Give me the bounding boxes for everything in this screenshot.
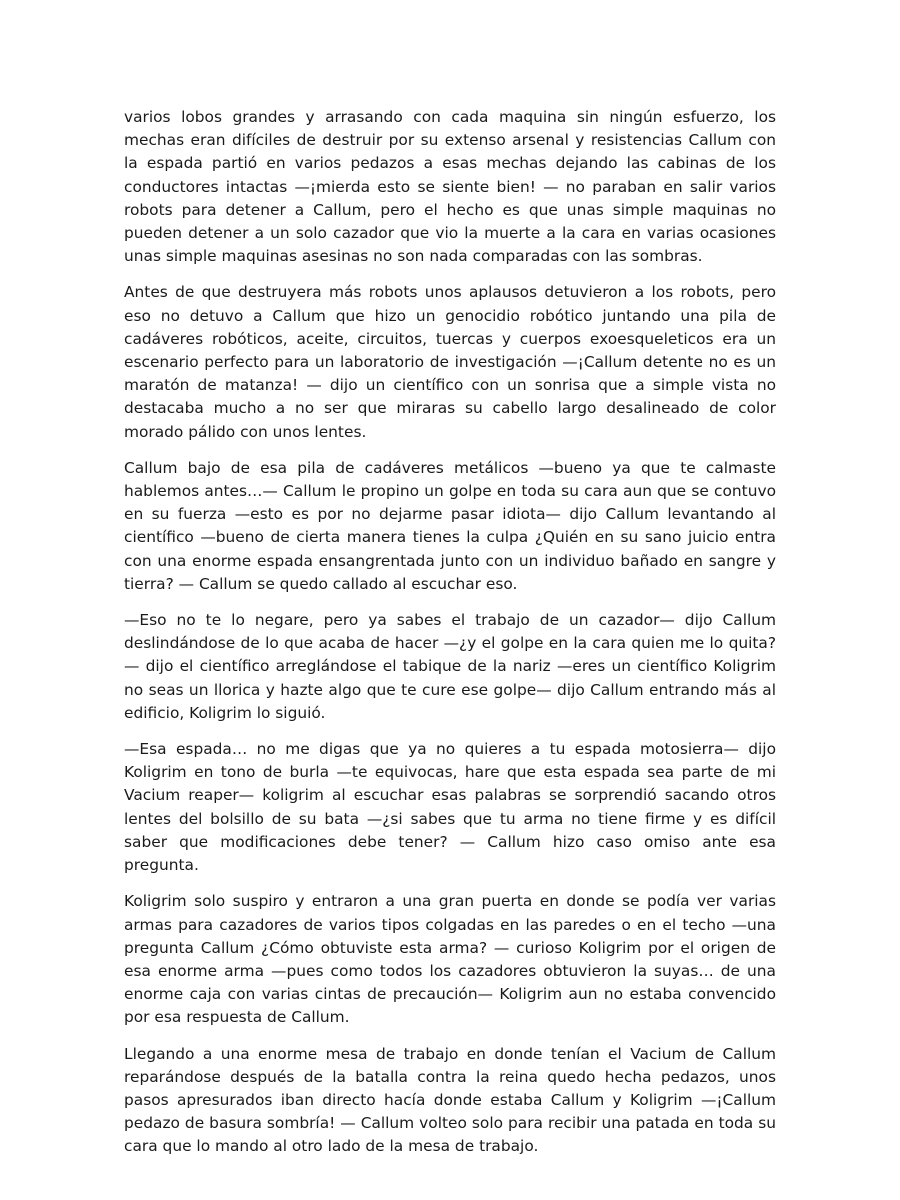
paragraph-5: —Esa espada… no me digas que ya no quieres a tu espada motosierra— dijo Koligrim en tono de burla —te equivocas, hare que esta espada sea parte de mi Vacium reaper— koligrim al escuchar esas palabras se sorprendió sacando otros lentes del bolsillo de su bata —¿si sabes que tu arma no tiene firme y es difícil saber que modificaciones debe tener? — Callum hizo caso omiso ante esa pregunta.	[124, 740, 776, 875]
paragraph-3: Callum bajo de esa pila de cadáveres metálicos —bueno ya que te calmaste hablemos antes…— Callum le propino un golpe en toda su cara aun que se contuvo en su fuerza —esto es por no dejarme pasar idiota— dijo Callum levantando al científico —bueno de cierta manera tienes la culpa ¿Quién en su sano juicio entra con una enorme espada ensangrentada junto con un individuo bañado en sangre y tierra? — Callum se quedo callado al escuchar eso.	[124, 458, 776, 593]
paragraph-7: Llegando a una enorme mesa de trabajo en donde tenían el Vacium de Callum reparándose después de la batalla contra la reina quedo hecha pedazos, unos pasos apresurados iban directo hacía donde estaba Callum y Koligrim —¡Callum pedazo de basura sombría! — Callum volteo solo para recibir una patada en toda su cara que lo mando al otro lado de la mesa de trabajo.	[124, 1044, 776, 1156]
document-page	[124, 106, 776, 1172]
paragraph-1: varios lobos grandes y arrasando con cada maquina sin ningún esfuerzo, los mechas eran difíciles de destruir por su extenso arsenal y resistencias Callum con la espada partió en varios pedazos a esas mechas dejando las cabinas de los conductores intactas —¡mierda esto se siente bien! — no paraban en salir varios robots para detener a Callum, pero el hecho es que unas simple maquinas no pueden detener a un solo cazador que vio la muerte a la cara en varias ocasiones unas simple maquinas asesinas no son nada comparadas con las sombras.	[124, 108, 776, 266]
paragraph-6: Koligrim solo suspiro y entraron a una gran puerta en donde se podía ver varias armas para cazadores de varios tipos colgadas en las paredes o en el techo —una pregunta Callum ¿Cómo obtuviste esta arma? — curioso Koligrim por el origen de esa enorme arma —pues como todos los cazadores obtuvieron la suyas… de una enorme caja con varias cintas de precaución— Koligrim aun no estaba convencido por esa respuesta de Callum.	[124, 892, 776, 1027]
paragraph-4: —Eso no te lo negare, pero ya sabes el trabajo de un cazador— dijo Callum deslindándose de lo que acaba de hacer —¿y el golpe en la cara quien me lo quita? — dijo el científico arreglándose el tabique de la nariz —eres un científico Koligrim no seas un llorica y hazte algo que te cure ese golpe— dijo Callum entrando más al edificio, Koligrim lo siguió.	[124, 611, 776, 722]
paragraph-2: Antes de que destruyera más robots unos aplausos detuvieron a los robots, pero eso no detuvo a Callum que hizo un genocidio robótico juntando una pila de cadáveres robóticos, aceite, circuitos, tuercas y cuerpos exoesqueleticos era un escenario perfecto para un laboratorio de investigación —¡Callum detente no es un maratón de matanza! — dijo un científico con un sonrisa que a simple vista no destacaba mucho a no ser que miraras su cabello largo desalineado de color morado pálido con unos lentes.	[124, 283, 776, 441]
